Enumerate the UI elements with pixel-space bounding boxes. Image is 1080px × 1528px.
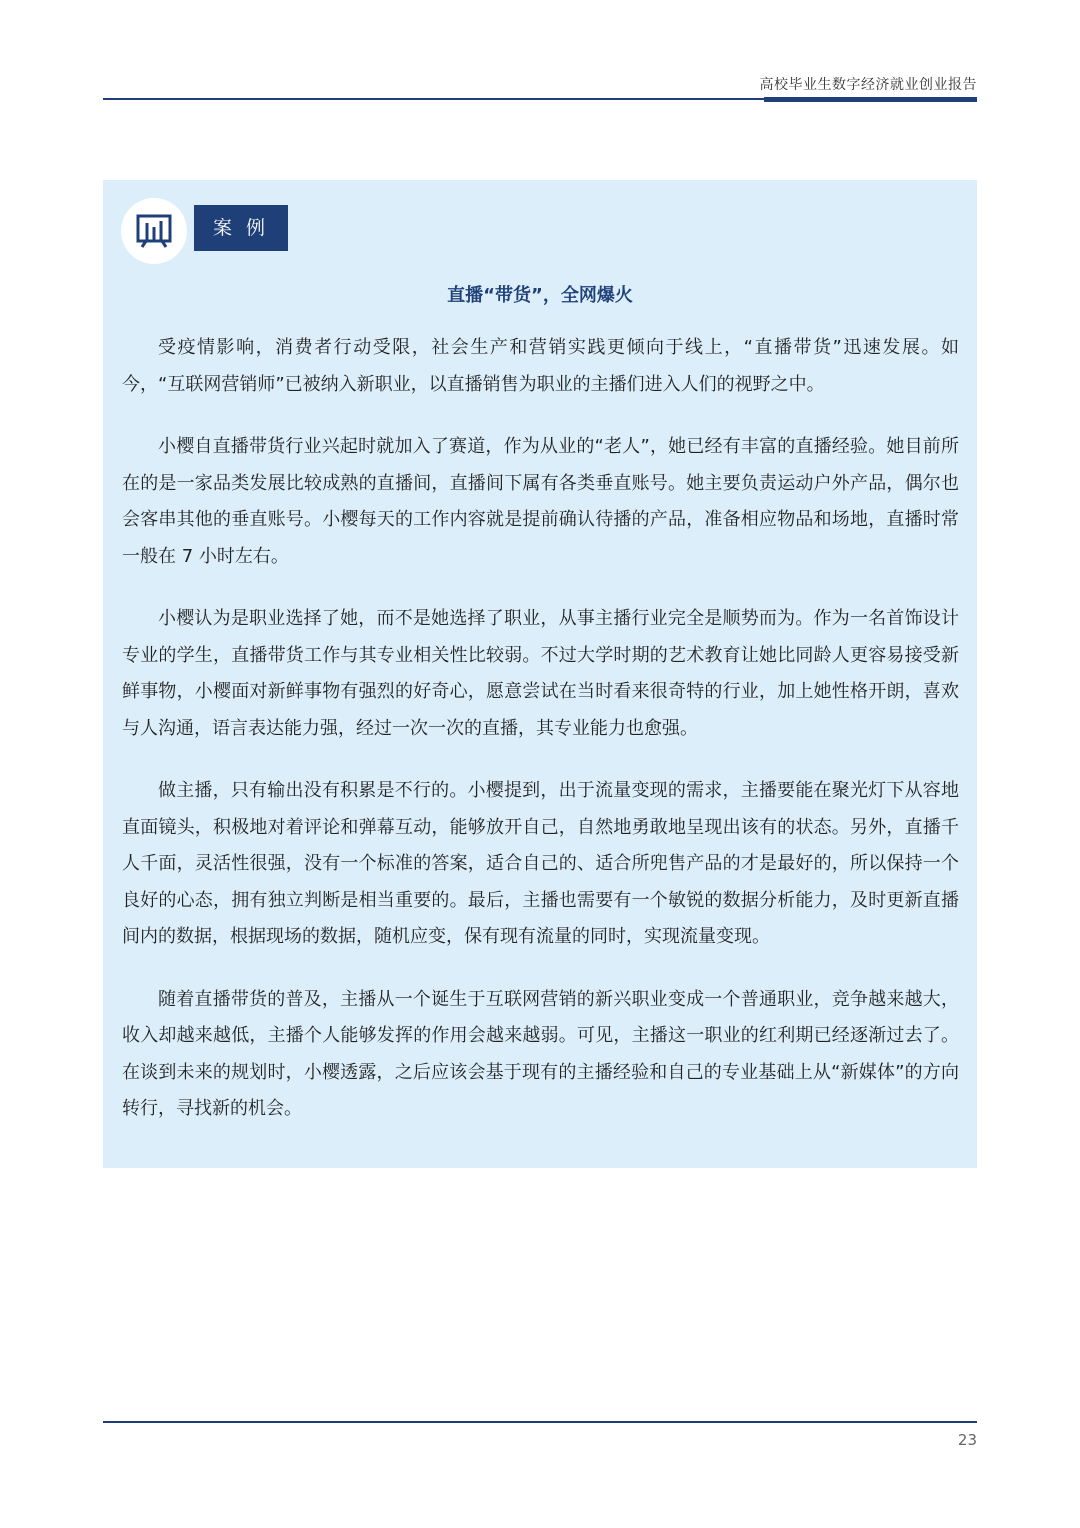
footer-rule xyxy=(103,1421,977,1423)
case-label: 案 例 xyxy=(194,205,288,251)
case-paragraph: 小樱自直播带货行业兴起时就加入了赛道，作为从业的“老人”，她已经有丰富的直播经验。她目前所在的是一家品类发展比较成熟的直播间，直播间下属有各类垂直账号。她主要负责运动户外产品，偶尔也会客串其他的垂直账号。小樱每天的工作内容就是提前确认待播的产品，准备相应物品和场地，直播时常一般在 7 小时左右。 xyxy=(122,436,959,567)
page-number: 23 xyxy=(957,1431,977,1449)
case-paragraph: 受疫情影响，消费者行动受限，社会生产和营销实践更倾向于线上，“直播带货”迅速发展。如今，“互联网营销师”已被纳入新职业，以直播销售为职业的主播们进入人们的视野之中。 xyxy=(122,337,959,395)
case-title: 直播“带货”，全网爆火 xyxy=(447,285,633,306)
header-title: 高校毕业生数字经济就业创业报告 xyxy=(759,77,977,93)
case-paragraph: 做主播，只有输出没有积累是不行的。小樱提到，出于流量变现的需求，主播要能在聚光灯下从容地直面镜头，积极地对着评论和弹幕互动，能够放开自己，自然地勇敢地呈现出该有的状态。另外，直播千人千面，灵活性很强，没有一个标准的答案，适合自己的、适合所兜售产品的才是最好的，所以保持一个良好的心态，拥有独立判断是相当重要的。最后，主播也需要有一个敏锐的数据分析能力，及时更新直播间内的数据，根据现场的数据，随机应变，保有现有流量的同时，实现流量变现。 xyxy=(122,780,959,947)
case-body xyxy=(122,330,959,1154)
header-rule-accent xyxy=(764,97,977,102)
case-paragraph: 小樱认为是职业选择了她，而不是她选择了职业，从事主播行业完全是顺势而为。作为一名首饰设计专业的学生，直播带货工作与其专业相关性比较弱。不过大学时期的艺术教育让她比同龄人更容易接受新鲜事物，小樱面对新鲜事物有强烈的好奇心，愿意尝试在当时看来很奇特的行业，加上她性格开朗，喜欢与人沟通，语言表达能力强，经过一次一次的直播，其专业能力也愈强。 xyxy=(122,608,959,739)
chart-bar-icon xyxy=(121,198,187,264)
case-box xyxy=(103,180,977,1168)
case-paragraph: 随着直播带货的普及，主播从一个诞生于互联网营销的新兴职业变成一个普通职业，竞争越来越大，收入却越来越低，主播个人能够发挥的作用会越来越弱。可见，主播这一职业的红利期已经逐渐过去了。在谈到未来的规划时，小樱透露，之后应该会基于现有的主播经验和自己的专业基础上从“新媒体”的方向转行，寻找新的机会。 xyxy=(122,988,959,1119)
